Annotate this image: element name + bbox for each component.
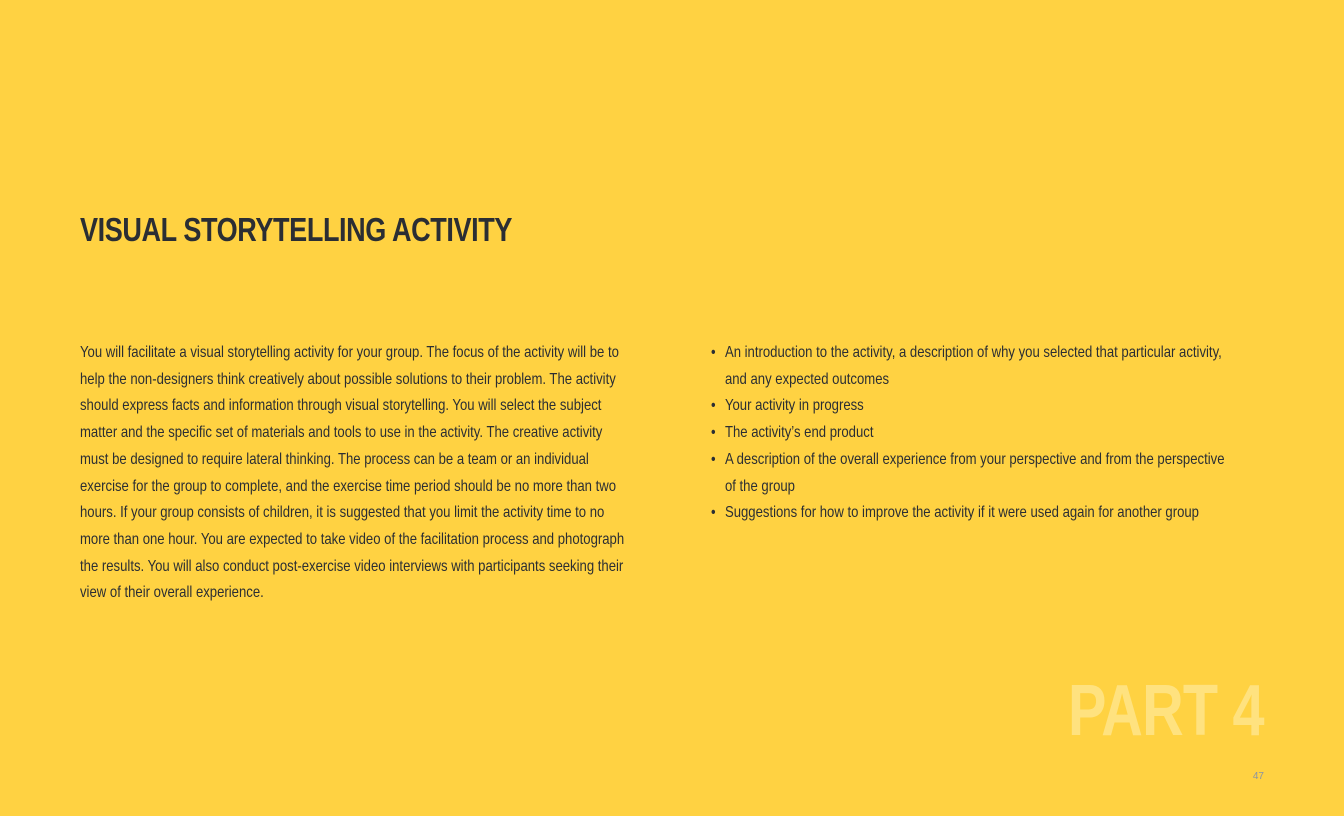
body-paragraph: You will facilitate a visual storytelling activity for your group. The focus of the activity will be to help the non-designers think creatively about possible solutions to their problem. The activity should express facts and information through visual storytelling. You will select the subject matter and the specific set of materials and tools to use in the activity. The creative activity must be designed to require lateral thinking. The process can be a team or an individual exercise for the group to complete, and the exercise time period should be no more than two hours. If your group consists of children, it is suggested that you limit the activity time to no more than one hour. You are expected to take video of the facilitation process and photograph the results. You will also conduct post-exercise video interviews with participants seeking their view of their overall experience. [80, 344, 625, 602]
list-item-text: Suggestions for how to improve the activity if it were used again for another group [724, 504, 1199, 522]
bullet-icon: • [711, 504, 716, 522]
bullet-icon: • [711, 397, 716, 415]
list-item [711, 500, 1236, 527]
list-item-text: Your activity in progress [724, 397, 864, 415]
part-label: PART 4 [1068, 671, 1264, 751]
bullet-icon: • [711, 450, 716, 468]
list-item [711, 447, 1236, 500]
list-item-text: The activity’s end product [724, 424, 874, 442]
page-number: 47 [1252, 771, 1264, 782]
bullet-icon: • [711, 424, 716, 442]
bullet-icon: • [711, 344, 716, 361]
list-item-text: An introduction to the activity, a description of why you selected that particular activity, and any expected outcomes [724, 344, 1222, 388]
list-item [711, 340, 1236, 393]
deliverables-list [711, 340, 1236, 527]
list-item [711, 393, 1236, 420]
list-item [711, 420, 1236, 447]
list-item-text: A description of the overall experience from your perspective and from the perspective of the group [724, 450, 1225, 495]
page-title: VISUAL STORYTELLING ACTIVITY [80, 211, 513, 248]
